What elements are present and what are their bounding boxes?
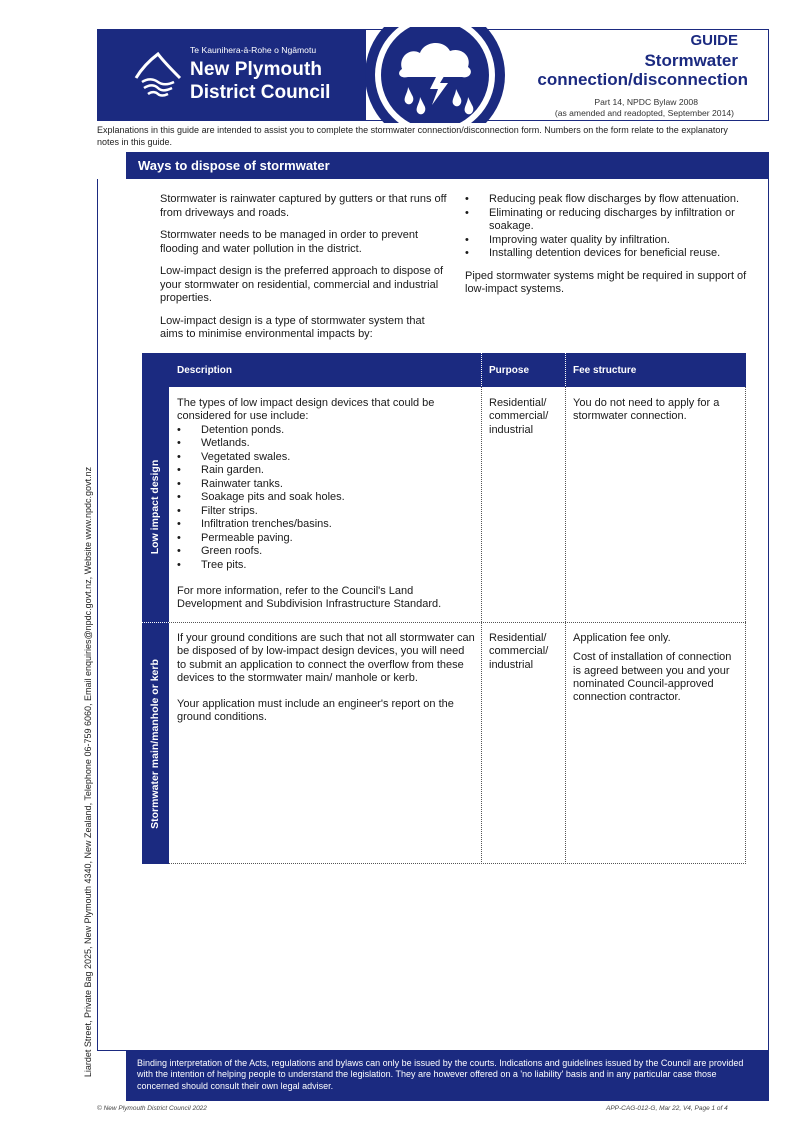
list-item: • Soakage pits and soak holes.	[177, 491, 475, 505]
list-item: • Wetlands.	[177, 437, 475, 451]
row2-purpose: Residential/ commercial/ industrial	[489, 632, 549, 671]
section-header-band	[126, 152, 769, 179]
council-name-line1: New Plymouth	[190, 59, 323, 80]
stormwater-cloud-rain-icon	[364, 27, 506, 123]
council-name-line2: District Council	[190, 82, 331, 103]
intro-text: Explanations in this guide are intended to assist you to complete the stormwater connection/disconnection form. Numbers on the form relate to the explanatory notes in this guide.	[97, 125, 728, 147]
bylaw-amended-note: (as amended and readopted, September 2014)	[554, 108, 734, 118]
intro-right-column	[465, 193, 755, 308]
disposal-options-table	[142, 353, 746, 864]
list-item: • Rain garden.	[177, 464, 475, 478]
paragraph: Stormwater is rainwater captured by gutters or that runs off from driveways and roads.	[160, 193, 447, 219]
row1-description-intro: The types of low impact design devices that could be considered for use include:	[177, 397, 435, 423]
guide-label: GUIDE	[690, 32, 738, 49]
table-right-edge	[745, 387, 746, 864]
list-item: • Green roofs.	[177, 545, 475, 559]
row1-description-outro: For more information, refer to the Council's Land Development and Subdivision Infrastructure Standard.	[177, 585, 442, 611]
row-label-low-impact: Low impact design	[149, 459, 161, 555]
paragraph: Stormwater needs to be managed in order to prevent flooding and water pollution in the district.	[160, 229, 419, 255]
column-header-fee: Fee structure	[573, 365, 637, 376]
list-item: • Improving water quality by infiltration.	[465, 234, 755, 248]
section-title: Ways to dispose of stormwater	[138, 158, 330, 173]
column-header-purpose: Purpose	[489, 365, 530, 376]
copyright-notice: © New Plymouth District Council 2022	[97, 1105, 207, 1112]
benefits-list	[465, 193, 755, 261]
row-label-sidebar	[142, 387, 169, 864]
guide-title-line2: connection/disconnection	[537, 70, 748, 89]
table-header-row	[142, 353, 746, 387]
list-item: • Rainwater tanks.	[177, 478, 475, 492]
row2-fee	[573, 632, 739, 704]
row2-description	[177, 632, 475, 725]
list-item: • Vegetated swales.	[177, 451, 475, 465]
row1-description	[177, 397, 475, 612]
list-item: • Tree pits.	[177, 559, 475, 573]
list-item: • Filter strips.	[177, 505, 475, 519]
disclaimer-band	[126, 1051, 769, 1101]
row2-fee-line1: Application fee only.	[573, 632, 671, 644]
row1-fee: You do not need to apply for a stormwater connection.	[573, 397, 720, 423]
column-divider	[481, 387, 482, 864]
piped-systems-note: Piped stormwater systems might be required in support of low-impact systems.	[465, 269, 747, 295]
paragraph: Low-impact design is a type of stormwater system that aims to minimise environmental impacts by:	[160, 314, 425, 340]
device-list	[177, 424, 475, 573]
document-header	[97, 29, 769, 121]
maori-council-name: Te Kaunihera-ā-Rohe o Ngāmotu	[190, 45, 317, 55]
guide-title-line1: Stormwater	[644, 51, 738, 70]
list-item: • Permeable paving.	[177, 532, 475, 546]
list-item: • Eliminating or reducing discharges by infiltration or soakage.	[465, 207, 755, 234]
row2-fee-line2: Cost of installation of connection is agreed between you and your nominated Council-approved connection contractor.	[573, 651, 732, 704]
bylaw-reference: Part 14, NPDC Bylaw 2008	[594, 97, 698, 107]
paragraph: Low-impact design is the preferred approach to dispose of your stormwater on residential, commercial and industrial properties.	[160, 265, 444, 304]
column-header-description: Description	[177, 365, 233, 376]
list-item: • Detention ponds.	[177, 424, 475, 438]
list-item: • Infiltration trenches/basins.	[177, 518, 475, 532]
disclaimer-text: Binding interpretation of the Acts, regulations and bylaws can only be issued by the courts. Indications and guidelines issued by the Council are provided with the intention of helping people to understand the legislation. They are however offered on a 'no liability' basis and in any particular case those concerned should consult their own legal adviser.	[137, 1058, 744, 1091]
council-logo-icon	[130, 48, 186, 102]
row2-description-para2: Your application must include an engineer's report on the ground conditions.	[177, 698, 454, 724]
council-brand-panel	[98, 30, 366, 120]
row1-purpose: Residential/ commercial/ industrial	[489, 397, 549, 436]
row2-description-para1: If your ground conditions are such that not all stormwater can be disposed of by low-impact design devices, you will need to submit an application to connect the overflow from these devices to the stormwater main/ manhole or kerb.	[177, 632, 475, 684]
column-divider	[565, 387, 566, 864]
contact-details: Liardet Street, Private Bag 2025, New Plymouth 4340, New Zealand, Telephone 06-759 6060, Email enquiries@npdc.govt.nz, Website www.npdc.govt.nz	[83, 466, 93, 1078]
sidebar-divider	[142, 622, 169, 623]
list-item: • Installing detention devices for beneficial reuse.	[465, 247, 755, 261]
table-bottom-edge	[169, 863, 746, 864]
intro-left-column	[160, 193, 450, 351]
list-item: • Reducing peak flow discharges by flow attenuation.	[465, 193, 755, 207]
row-label-stormwater-main: Stormwater main/manhole or kerb	[149, 659, 161, 829]
row-divider	[169, 622, 746, 623]
document-reference: APP-CAG-012-G, Mar 22, V4, Page 1 of 4	[606, 1105, 728, 1112]
guide-title-block	[508, 30, 766, 120]
